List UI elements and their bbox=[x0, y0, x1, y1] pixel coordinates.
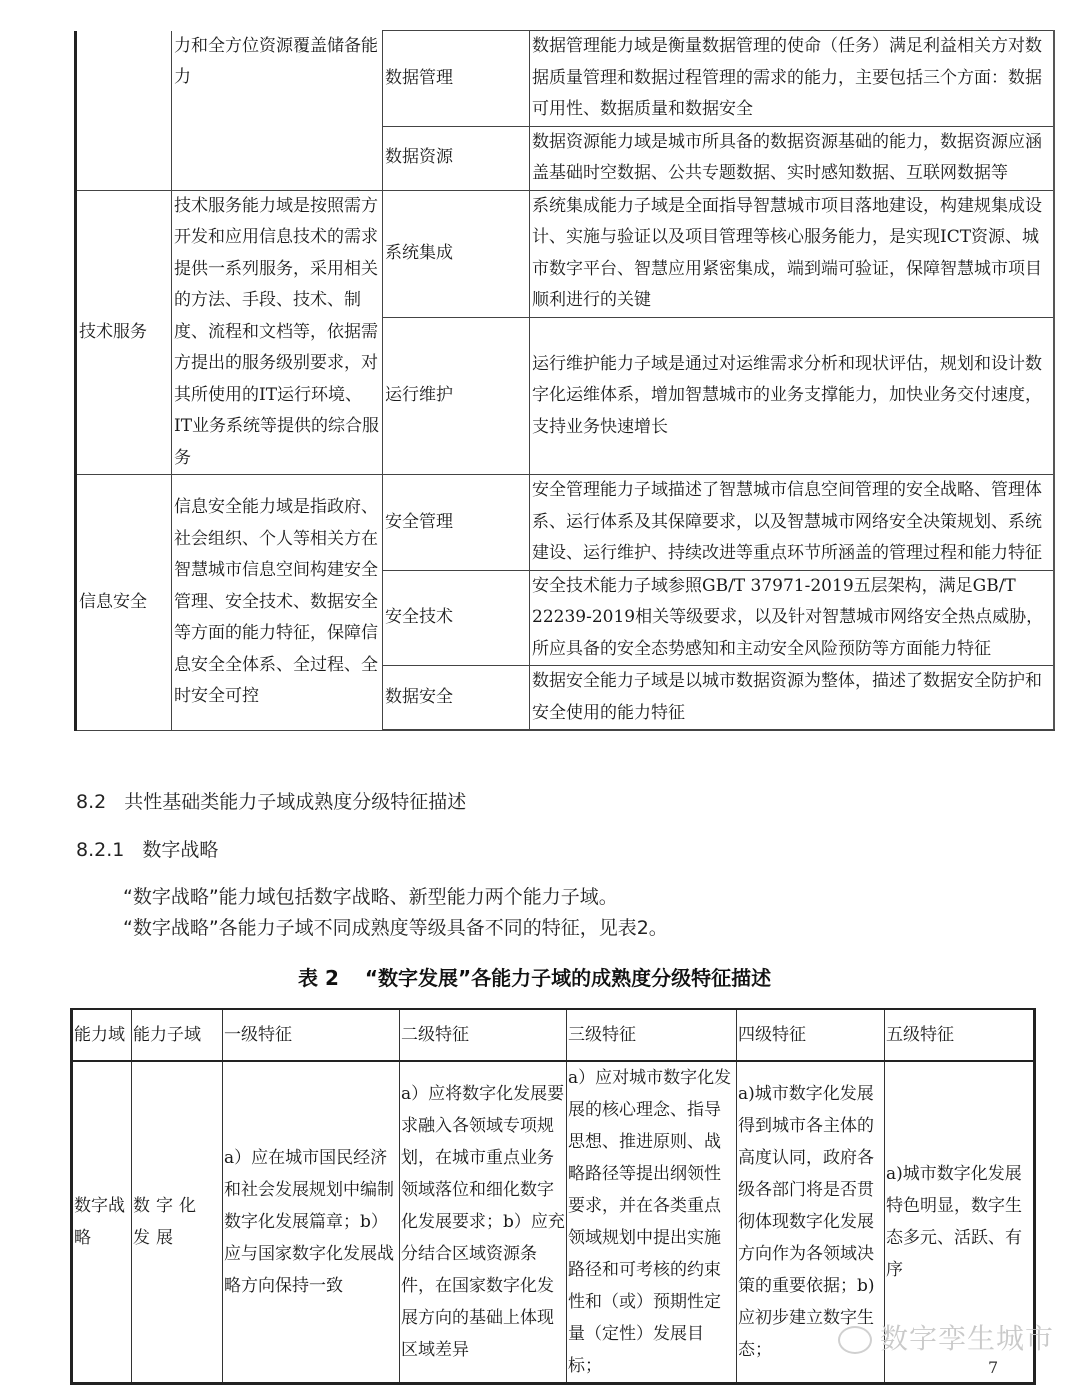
domain-description-cell: 力和全方位资源覆盖储备能力 bbox=[172, 31, 383, 191]
table-caption bbox=[298, 962, 771, 991]
table-row bbox=[76, 475, 1055, 571]
body-paragraph: “数字战略”能力域包括数字战略、新型能力两个能力子域。 bbox=[123, 886, 618, 908]
subdomain-description-cell: 数据资源能力域是城市所具备的数据资源基础的能力，数据资源应涵盖基础时空数据、公共专题数据、实时感知数据、互联网数据等 bbox=[530, 126, 1055, 190]
column-header: 能力子域 bbox=[132, 1009, 223, 1061]
table-caption-title: “数字发展”各能力子域的成熟度分级特征描述 bbox=[364, 966, 772, 990]
domain-cell bbox=[76, 31, 172, 191]
column-header: 三级特征 bbox=[567, 1009, 737, 1061]
body-paragraph: “数字战略”各能力子域不同成熟度等级具备不同的特征，见表2。 bbox=[123, 917, 668, 939]
column-header: 能力域 bbox=[72, 1009, 132, 1061]
subdomain-cell: 数字化发展 bbox=[132, 1061, 223, 1384]
domain-cell: 信息安全 bbox=[76, 475, 172, 731]
subdomain-description-cell: 系统集成能力子域是全面指导智慧城市项目落地建设，构建规集成设计、实施与验证以及项目管理等核心服务能力，是实现ICT资源、城市数字平台、智慧应用紧密集成，端到端可验证，保障智慧城市项目顺利进行的关键 bbox=[530, 190, 1055, 318]
table-header-row bbox=[72, 1009, 1035, 1061]
section-number: 8.2.1 bbox=[76, 839, 125, 861]
subdomain-name-cell: 安全管理 bbox=[383, 475, 530, 571]
capability-domain-table bbox=[74, 30, 1055, 731]
subdomain-name-cell: 安全技术 bbox=[383, 570, 530, 666]
table-caption-label: 表 2 bbox=[298, 966, 339, 990]
section-number: 8.2 bbox=[76, 791, 107, 813]
column-header: 二级特征 bbox=[400, 1009, 567, 1061]
subdomain-description-cell: 运行维护能力子域是通过对运维需求分析和现状评估，规划和设计数字化运维体系，增加智慧城市的业务支撑能力，加快业务交付速度，支持业务快速增长 bbox=[530, 318, 1055, 475]
column-header: 四级特征 bbox=[737, 1009, 885, 1061]
subdomain-name-cell: 数据安全 bbox=[383, 666, 530, 731]
subdomain-name-cell: 运行维护 bbox=[383, 318, 530, 475]
table-row bbox=[76, 190, 1055, 318]
subdomain-description-cell: 数据安全能力子域是以城市数据资源为整体，描述了数据安全防护和安全使用的能力特征 bbox=[530, 666, 1055, 731]
page-number: 7 bbox=[988, 1358, 999, 1377]
subdomain-description-cell: 安全技术能力子域参照GB/T 37971-2019五层架构，满足GB/T 22239-2019相关等级要求，以及针对智慧城市网络安全热点威胁，所应具备的安全态势感知和主动安全风险预防等方面能力特征 bbox=[530, 570, 1055, 666]
wechat-logo-icon bbox=[838, 1326, 872, 1354]
subdomain-description-cell: 数据管理能力域是衡量数据管理的使命（任务）满足利益相关方对数据质量管理和数据过程管理的需求的能力，主要包括三个方面：数据可用性、数据质量和数据安全 bbox=[530, 31, 1055, 127]
level-3-cell: a）应对城市数字化发展的核心理念、指导思想、推进原则、战略路径等提出纲领性要求，并在各类重点领域规划中提出实施路径和可考核的约束性和（或）预期性定量（定性）发展目标； bbox=[567, 1061, 737, 1384]
subdomain-description-cell: 安全管理能力子域描述了智慧城市信息空间管理的安全战略、管理体系、运行体系及其保障要求，以及智慧城市网络安全决策规划、系统建设、运行维护、持续改进等重点环节所涵盖的管理过程和能力特征 bbox=[530, 475, 1055, 571]
subdomain-name-cell: 数据资源 bbox=[383, 126, 530, 190]
domain-description-cell: 信息安全能力域是指政府、社会组织、个人等相关方在智慧城市信息空间构建安全管理、安全技术、数据安全等方面的能力特征，保障信息安全全体系、全过程、全时安全可控 bbox=[172, 475, 383, 731]
domain-cell: 技术服务 bbox=[76, 190, 172, 475]
table-row bbox=[76, 31, 1055, 127]
level-1-cell: a）应在城市国民经济和社会发展规划中编制数字化发展篇章；b）应与国家数字化发展战略方向保持一致 bbox=[223, 1061, 400, 1384]
level-2-cell: a）应将数字化发展要求融入各领域专项规划，在城市重点业务领域落位和细化数字化发展要求；b）应充分结合区域资源条件，在国家数字化发展方向的基础上体现区域差异 bbox=[400, 1061, 567, 1384]
column-header: 五级特征 bbox=[885, 1009, 1035, 1061]
section-title: 共性基础类能力子域成熟度分级特征描述 bbox=[124, 791, 467, 813]
section-heading-8-2-1 bbox=[76, 835, 218, 862]
watermark bbox=[838, 1317, 1054, 1357]
subdomain-name-cell: 数据管理 bbox=[383, 31, 530, 127]
watermark-text: 数字孪生城市 bbox=[880, 1322, 1055, 1355]
section-heading-8-2 bbox=[76, 787, 466, 814]
subdomain-name-cell: 系统集成 bbox=[383, 190, 530, 318]
section-title: 数字战略 bbox=[142, 839, 219, 861]
domain-cell: 数字战略 bbox=[72, 1061, 132, 1384]
level-4-cell: a)城市数字化发展得到城市各主体的高度认同，政府各级各部门将是否贯彻体现数字化发展方向作为各领域决策的重要依据；b)应初步建立数字生态； bbox=[737, 1061, 885, 1384]
column-header: 一级特征 bbox=[223, 1009, 400, 1061]
level-5-cell: a)城市数字化发展特色明显，数字生态多元、活跃、有序 bbox=[885, 1061, 1035, 1384]
domain-description-cell: 技术服务能力域是按照需方开发和应用信息技术的需求提供一系列服务，采用相关的方法、手段、技术、制度、流程和文档等，依据需方提出的服务级别要求，对其所使用的IT运行环境、IT业务系统等提供的综合服务 bbox=[172, 190, 383, 475]
